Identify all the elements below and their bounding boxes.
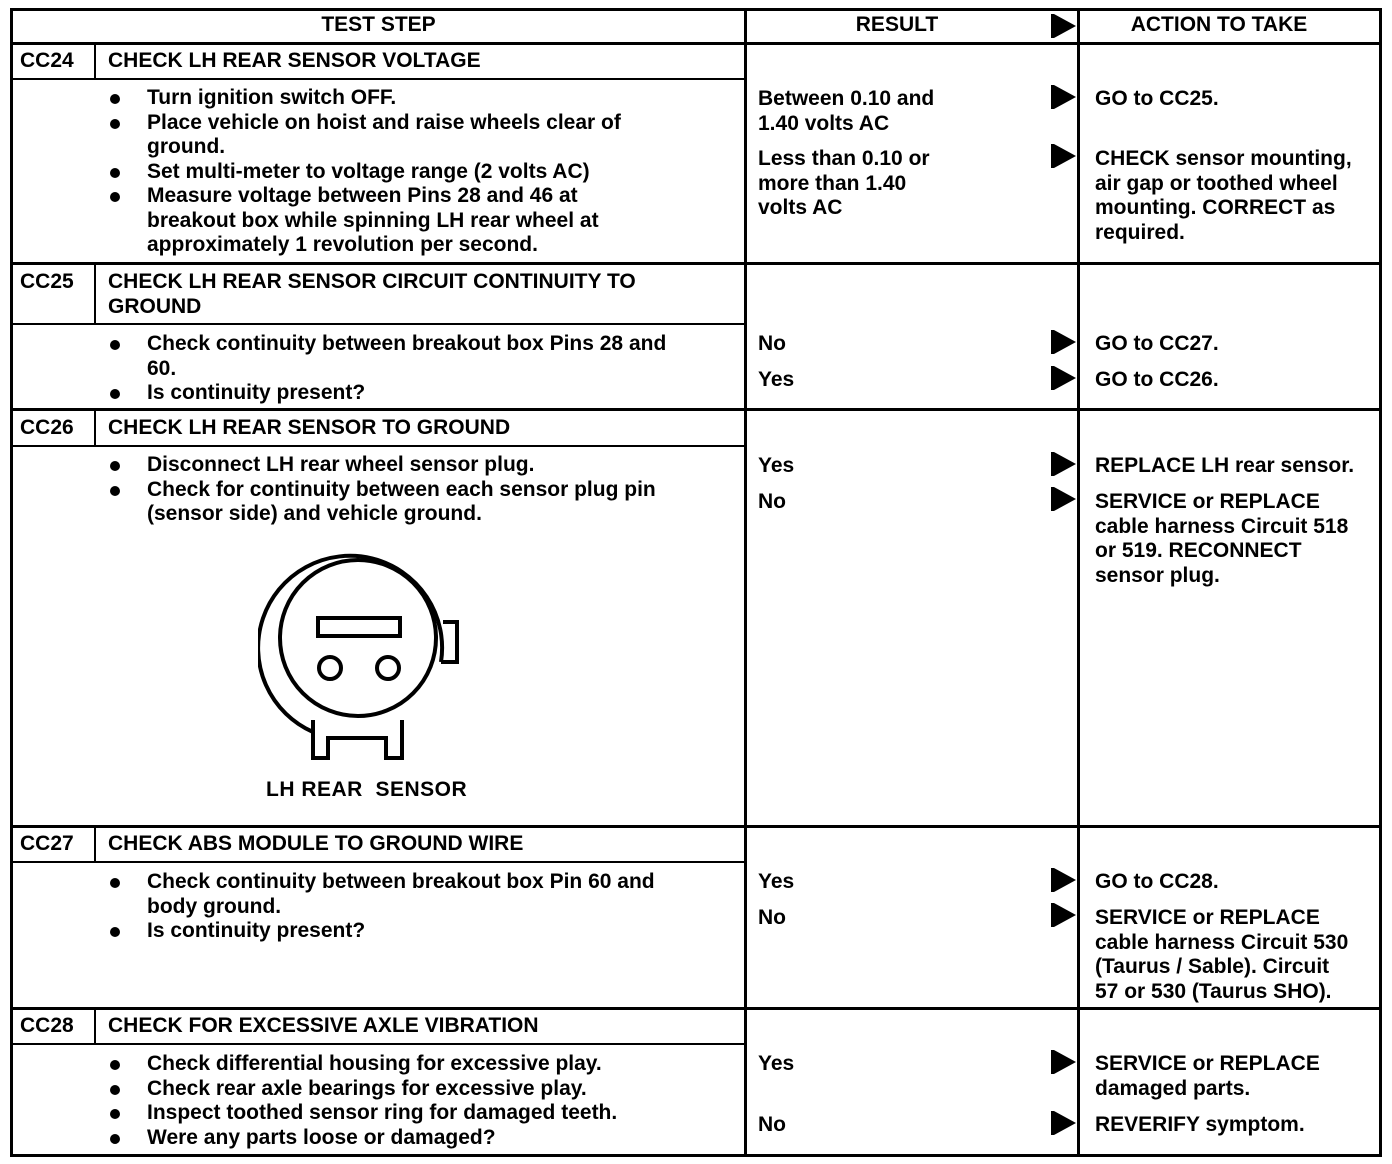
header-bottom-border: [10, 42, 1382, 45]
lh-rear-sensor-diagram: [258, 550, 472, 764]
header-result: RESULT: [855, 13, 939, 36]
result-text: No: [758, 332, 786, 355]
step-id: CC26: [20, 416, 74, 439]
result-text: No: [758, 490, 786, 513]
step-divider: [10, 408, 1382, 411]
right-arrow-icon: [1054, 1111, 1076, 1135]
header-action: ACTION TO TAKE: [1130, 13, 1308, 36]
table-top-border: [10, 8, 1382, 11]
table-bottom-border: [10, 1154, 1382, 1157]
header-test-step: TEST STEP: [321, 13, 436, 36]
bullet-item: Turn ignition switch OFF.: [110, 86, 621, 111]
step-cc25-id-divider: [94, 264, 96, 324]
step-cc24-id-divider: [94, 44, 96, 80]
step-bullet-list: [110, 86, 621, 258]
step-id: CC28: [20, 1014, 74, 1037]
action-text: SERVICE or REPLACE damaged parts.: [1095, 1052, 1320, 1100]
result-text: Yes: [758, 454, 795, 477]
step-title: [108, 49, 481, 74]
right-arrow-icon: [1054, 85, 1076, 109]
table-left-border: [10, 8, 13, 1157]
result-text: Less than 0.10 or more than 1.40 volts AC: [758, 147, 930, 219]
right-arrow-icon: [1054, 14, 1076, 38]
right-arrow-icon: [1054, 452, 1076, 476]
step-bullet-list: [110, 870, 655, 944]
step-bullet-list: [110, 332, 666, 406]
bullet-item: Set multi-meter to voltage range (2 volts AC): [110, 160, 621, 185]
step-title: CHECK FOR EXCESSIVE AXLE VIBRATION: [108, 1014, 539, 1037]
right-arrow-icon: [1054, 330, 1076, 354]
step-title: CHECK ABS MODULE TO GROUND WIRE: [108, 832, 524, 855]
bullet-item: Place vehicle on hoist and raise wheels clear of ground.: [110, 111, 621, 160]
bullet-item: Check rear axle bearings for excessive play.: [110, 1077, 617, 1102]
table-right-border: [1379, 8, 1382, 1157]
step-title: CHECK LH REAR SENSOR CIRCUIT CONTINUITY TO GROUND: [108, 270, 636, 318]
step-divider: [10, 1007, 1382, 1010]
action-text: GO to CC25.: [1095, 87, 1219, 110]
step-id: CC27: [20, 832, 74, 855]
bullet-item: Measure voltage between Pins 28 and 46 at breakout box while spinning LH rear wheel at approximately 1 revolution per second.: [110, 184, 621, 258]
step-cc27-id-divider: [94, 827, 96, 862]
bullet-item: Check continuity between breakout box Pin 60 and body ground.: [110, 870, 655, 919]
step-cc28-id-divider: [94, 1009, 96, 1044]
action-text: REVERIFY symptom.: [1095, 1113, 1305, 1136]
right-arrow-icon: [1054, 868, 1076, 892]
result-text: Yes: [758, 870, 795, 893]
step-id: CC25: [20, 270, 74, 293]
figure-caption: LH REAR SENSOR: [266, 778, 468, 801]
bullet-item: Check continuity between breakout box Pins 28 and 60.: [110, 332, 666, 381]
action-text: CHECK sensor mounting, air gap or toothed wheel mounting. CORRECT as required.: [1095, 147, 1352, 244]
bullet-item: Were any parts loose or damaged?: [110, 1126, 617, 1151]
step-title-line: CHECK LH REAR SENSOR VOLTAGE: [108, 49, 481, 72]
result-column-divider: [1077, 8, 1080, 1157]
action-text: SERVICE or REPLACE cable harness Circuit 518 or 519. RECONNECT sensor plug.: [1095, 490, 1349, 587]
step-cc26-id-divider: [94, 410, 96, 446]
bullet-item: Check differential housing for excessive play.: [110, 1052, 617, 1077]
step-bullet-list: [110, 1052, 617, 1150]
result-text: Yes: [758, 368, 795, 391]
step-id: CC24: [20, 49, 74, 72]
step-cc27-title-bottom: [10, 861, 747, 863]
right-arrow-icon: [1054, 366, 1076, 390]
step-cc26-title-bottom: [10, 445, 747, 447]
bullet-item: Is continuity present?: [110, 381, 666, 406]
test-step-column-divider: [744, 8, 747, 1157]
action-text: GO to CC28.: [1095, 870, 1219, 893]
step-divider: [10, 825, 1382, 828]
bullet-item: Disconnect LH rear wheel sensor plug.: [110, 453, 656, 478]
right-arrow-icon: [1054, 487, 1076, 511]
step-cc28-title-bottom: [10, 1043, 747, 1045]
step-divider: [10, 262, 1382, 265]
result-text: Yes: [758, 1052, 795, 1075]
action-text: REPLACE LH rear sensor.: [1095, 454, 1355, 477]
action-text: GO to CC26.: [1095, 368, 1219, 391]
action-text: SERVICE or REPLACE cable harness Circuit 530 (Taurus / Sable). Circuit 57 or 530 (Taurus SHO).: [1095, 906, 1349, 1003]
bullet-item: Check for continuity between each sensor plug pin (sensor side) and vehicle ground.: [110, 478, 656, 527]
step-bullet-list: [110, 453, 656, 527]
step-cc25-title-bottom: [10, 323, 747, 325]
right-arrow-icon: [1054, 903, 1076, 927]
right-arrow-icon: [1054, 1050, 1076, 1074]
action-text: GO to CC27.: [1095, 332, 1219, 355]
result-text: Between 0.10 and 1.40 volts AC: [758, 87, 935, 135]
result-text: No: [758, 906, 786, 929]
right-arrow-icon: [1054, 144, 1076, 168]
bullet-item: Inspect toothed sensor ring for damaged teeth.: [110, 1101, 617, 1126]
bullet-item: Is continuity present?: [110, 919, 655, 944]
step-title: CHECK LH REAR SENSOR TO GROUND: [108, 416, 511, 439]
result-text: No: [758, 1113, 786, 1136]
step-cc24-title-bottom: [10, 78, 747, 80]
